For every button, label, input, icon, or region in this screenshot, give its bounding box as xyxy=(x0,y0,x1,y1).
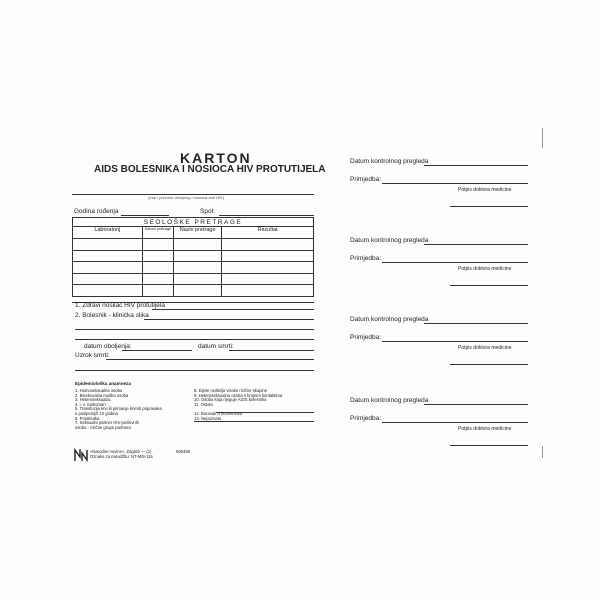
control-signature-field[interactable] xyxy=(450,206,528,207)
cell-result[interactable] xyxy=(222,239,314,251)
epi-left-item: 1. Homoseksualna osoba xyxy=(75,388,123,393)
cell-laboratory[interactable] xyxy=(73,239,143,251)
sex-field[interactable] xyxy=(219,215,314,216)
epi-right-item: 11. Ostalo xyxy=(194,401,213,407)
publisher-logo-icon xyxy=(74,448,88,462)
control-signature-field[interactable] xyxy=(450,364,528,365)
epi-left-item: osoba - rizične grupe partnera xyxy=(75,424,131,430)
date-death-field[interactable] xyxy=(229,350,314,351)
control-remark-field[interactable] xyxy=(382,262,528,263)
cell-result[interactable] xyxy=(222,273,314,285)
cell-test-name[interactable] xyxy=(174,250,222,262)
footer-publisher: »Narodne novine«, Zagreb — (1) xyxy=(90,449,152,454)
epi-right-list xyxy=(194,389,282,421)
control-date-field[interactable] xyxy=(424,404,528,405)
epi-left-list xyxy=(75,389,162,430)
control-signature-label: Potpis doktora medicine xyxy=(458,345,512,351)
fold-mark xyxy=(542,446,543,458)
cell-laboratory[interactable] xyxy=(73,262,143,274)
cell-test-name[interactable] xyxy=(174,285,222,297)
control-signature-label: Potpis doktora medicine xyxy=(458,187,512,193)
cell-result[interactable] xyxy=(222,285,314,297)
epi-other-line-2[interactable] xyxy=(194,421,314,422)
epi-right-item: 9. Heteroseksualna osoba s brojnim kontaktima xyxy=(194,392,283,398)
epi-left-item: 5. Transfuzija krvi ili primanje krvnih pripravaka xyxy=(75,406,162,412)
sex-label: Spol: xyxy=(200,208,215,215)
epi-right-item: 10. Osoba koja njeguje AIDS bolesnika xyxy=(194,397,267,403)
control-remark-label: Primjedba: xyxy=(350,415,382,422)
control-signature-field[interactable] xyxy=(450,445,528,446)
serology-header: SEOLOŠKE PRETRAGE xyxy=(73,218,314,227)
epi-left-item: 6. Prostitutka xyxy=(75,415,100,421)
cause-death-field[interactable] xyxy=(106,359,314,360)
control-signature-field[interactable] xyxy=(450,285,528,286)
clinical-field[interactable] xyxy=(144,319,314,320)
epi-right-item: 13. Nepoznato xyxy=(194,415,222,421)
control-remark-field[interactable] xyxy=(382,183,528,184)
epi-left-item: 3. Heteroseksualac xyxy=(75,397,111,403)
cell-test-name[interactable] xyxy=(174,273,222,285)
cell-result[interactable] xyxy=(222,262,314,274)
table-row xyxy=(73,262,314,274)
col-date: Datum pretrage xyxy=(142,227,173,239)
control-remark-label: Primjedba: xyxy=(350,334,382,341)
cause-death-label: Uzrok smrti: xyxy=(75,352,110,359)
clinical-line-3[interactable] xyxy=(75,339,314,340)
birth-year-field[interactable] xyxy=(121,215,169,216)
cause-death-line-2[interactable] xyxy=(75,370,314,371)
control-date-label: Datum kontrolnog pregleda xyxy=(350,397,429,404)
cell-date[interactable] xyxy=(142,262,173,274)
serology-table xyxy=(72,217,314,297)
cell-date[interactable] xyxy=(142,250,173,262)
fold-mark xyxy=(542,128,543,148)
healthy-carrier-field[interactable] xyxy=(152,309,314,310)
cell-test-name[interactable] xyxy=(174,239,222,251)
control-date-label: Datum kontrolnog pregleda xyxy=(350,158,429,165)
cell-test-name[interactable] xyxy=(174,262,222,274)
date-onset-label: datum oboljenja: xyxy=(84,343,132,350)
cell-date[interactable] xyxy=(142,285,173,297)
item-healthy-carrier: 1. Zdravi nosilac HIV protutijela xyxy=(75,302,165,309)
control-date-label: Datum kontrolnog pregleda xyxy=(350,237,429,244)
col-result: Rezultat xyxy=(222,227,314,239)
cell-date[interactable] xyxy=(142,239,173,251)
control-signature-label: Potpis doktora medicine xyxy=(458,426,512,432)
control-remark-field[interactable] xyxy=(382,422,528,423)
epi-other-field[interactable] xyxy=(216,412,314,413)
control-remark-label: Primjedba: xyxy=(350,176,382,183)
name-hint: (Ime i prezime oboljelog i nosioca anti HIV) xyxy=(148,195,225,200)
cell-laboratory[interactable] xyxy=(73,250,143,262)
control-date-field[interactable] xyxy=(424,323,528,324)
control-date-label: Datum kontrolnog pregleda xyxy=(350,316,429,323)
col-test-name: Naziv pretrage xyxy=(174,227,222,239)
control-date-field[interactable] xyxy=(424,165,528,166)
form-subtitle: AIDS BOLESNIKA I NOSIOCA HIV PROTUTIJELA xyxy=(94,164,326,175)
epi-left-item: 7. Seksualni partner HIV-pozitivnih xyxy=(75,420,140,426)
form-title: KARTON xyxy=(180,150,252,166)
table-row xyxy=(73,273,314,285)
control-signature-label: Potpis doktora medicine xyxy=(458,266,512,272)
epi-right-item: 12. Boravak u inozemstvu xyxy=(194,410,243,416)
footer-serial: 000495 xyxy=(176,449,190,454)
item-patient-clinical: 2. Bolesnik - klinička slika xyxy=(75,312,149,319)
birth-year-label: Godina rođenja xyxy=(74,208,119,215)
date-death-label: datum smrti: xyxy=(198,343,234,350)
control-date-field[interactable] xyxy=(424,244,528,245)
cell-laboratory[interactable] xyxy=(73,273,143,285)
clinical-line-2[interactable] xyxy=(75,329,314,330)
table-row xyxy=(73,239,314,251)
control-remark-field[interactable] xyxy=(382,341,528,342)
table-row xyxy=(73,250,314,262)
epi-title: Epidemiološka anamneza xyxy=(75,381,131,386)
cell-result[interactable] xyxy=(222,250,314,262)
control-remark-label: Primjedba: xyxy=(350,255,382,262)
date-onset-field[interactable] xyxy=(122,350,192,351)
epi-left-item: 4. i. v. narkoman xyxy=(75,401,106,407)
epi-left-item: 2. Biseksualna muška osoba xyxy=(75,392,129,398)
footer-order-code: Oznaka za narudžbu: NT-M/8-115 xyxy=(90,454,153,459)
cell-date[interactable] xyxy=(142,273,173,285)
epi-left-item: u posljednjih 10 godina xyxy=(75,410,118,416)
cell-laboratory[interactable] xyxy=(73,285,143,297)
table-row xyxy=(73,285,314,297)
epi-right-item: 8. Dijete roditelja visoko rizične skupine xyxy=(194,388,268,393)
col-laboratory: Laboratorij xyxy=(73,227,143,239)
